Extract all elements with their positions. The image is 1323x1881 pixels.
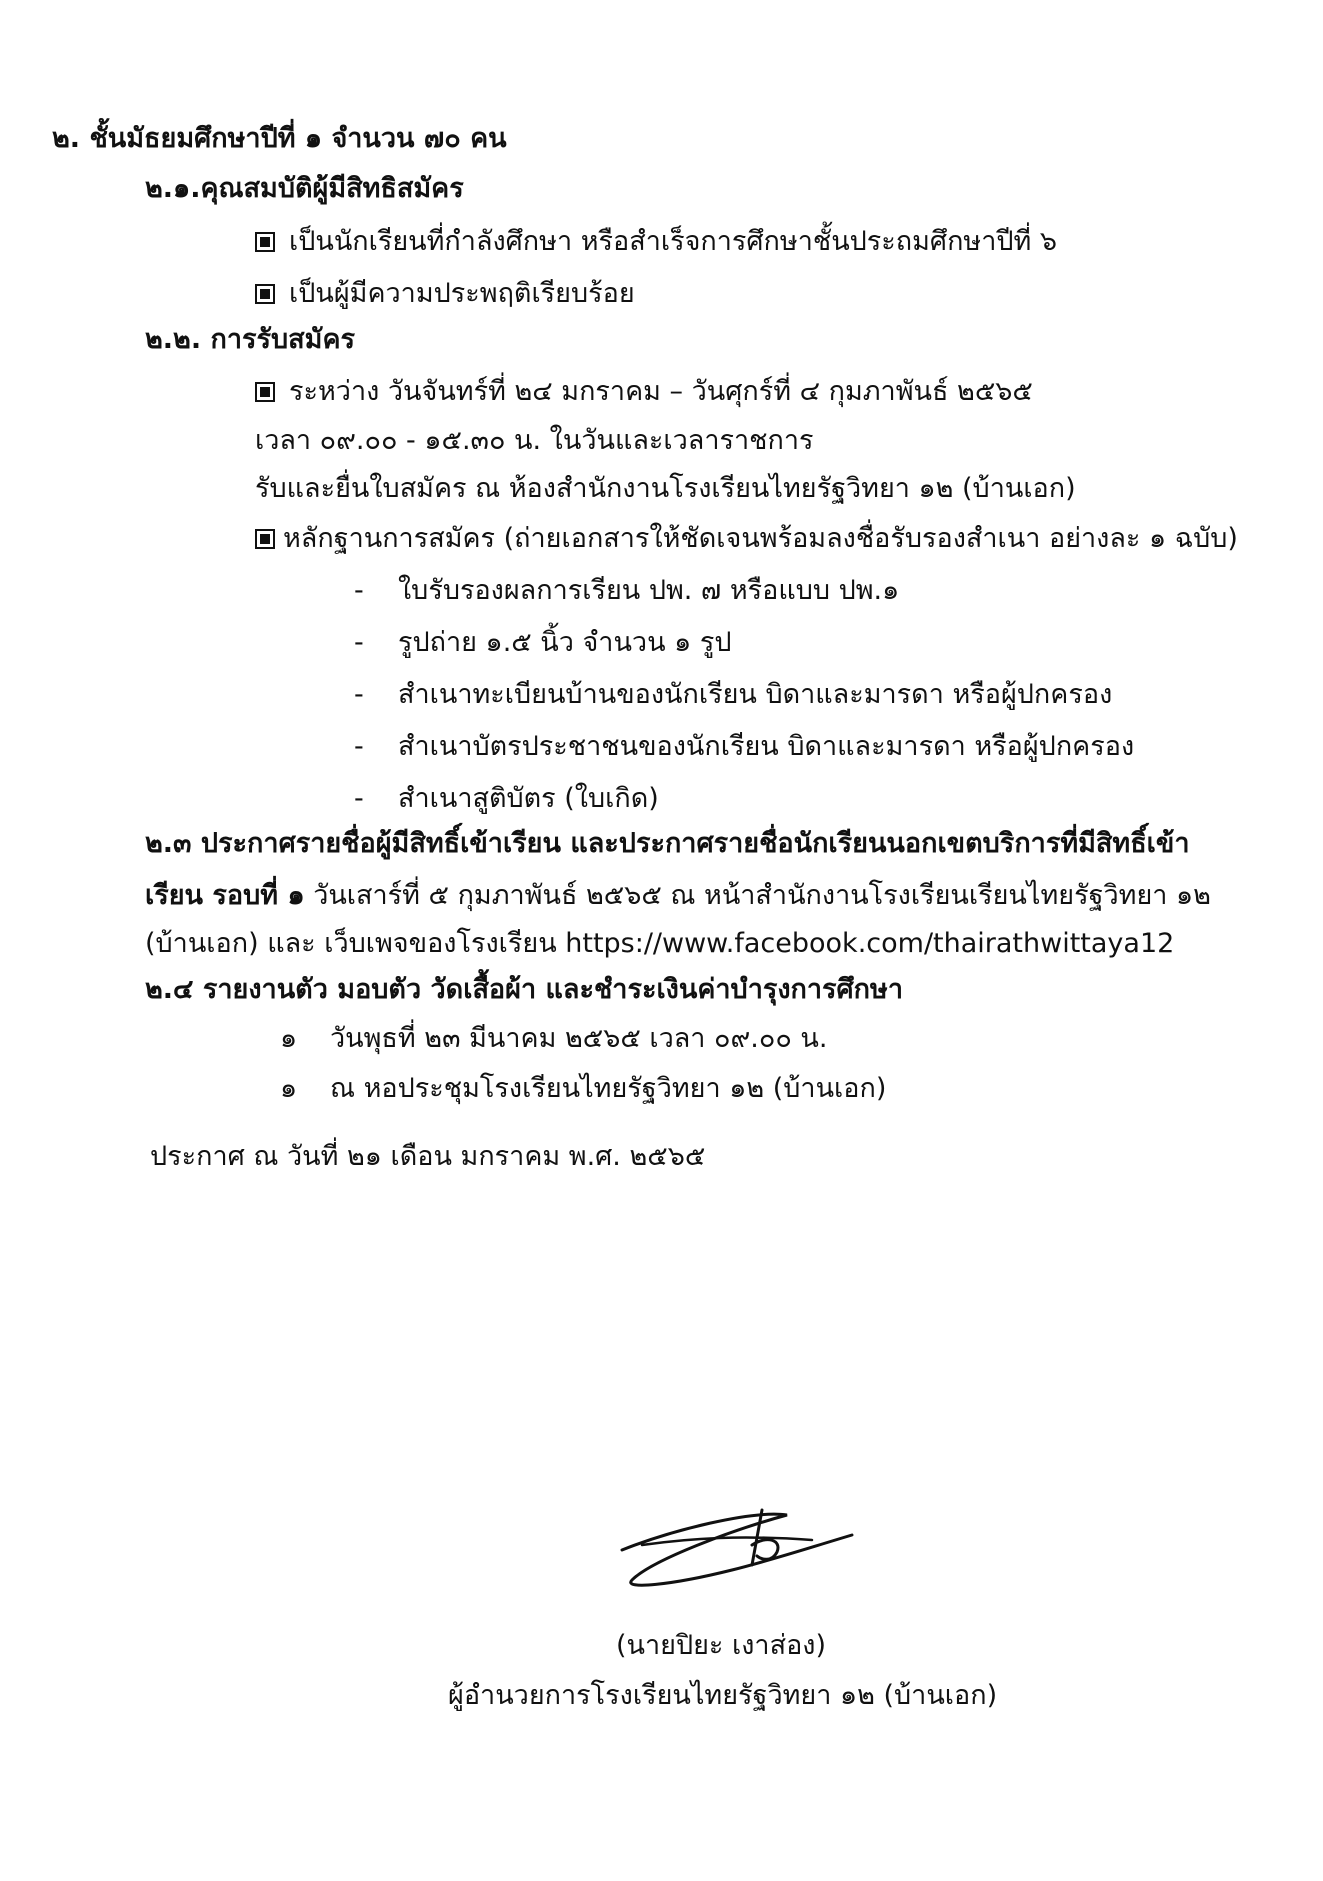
section-2-3-line-3: (บ้านเอก) และ เว็บเพจของโรงเรียน https://www.facebook.com/thairathwittaya12 [145, 928, 1175, 959]
checkbox-icon [255, 529, 275, 549]
document-item: - รูปถ่าย ๑.๕ นิ้ว จำนวน ๑ รูป [354, 627, 732, 658]
document-item: - ใบรับรองผลการเรียน ปพ. ๗ หรือแบบ ปพ.๑ [354, 575, 900, 606]
section-2-heading: ๒. ชั้นมัธยมศึกษาปีที่ ๑ จำนวน ๗๐ คน [52, 123, 507, 154]
section-2-2-heading: ๒.๒. การรับสมัคร [145, 324, 356, 355]
evidence-heading: หลักฐานการสมัคร (ถ่ายเอกสารให้ชัดเจนพร้อมลงชื่อรับรองสำเนา อย่างละ ๑ ฉบับ) [255, 525, 1238, 552]
application-place: รับและยื่นใบสมัคร ณ ห้องสำนักงานโรงเรียนไทยรัฐวิทยา ๑๒ (บ้านเอก) [255, 473, 1076, 504]
section-2-3-line-1: ๒.๓ ประกาศรายชื่อผู้มีสิทธิ์เข้าเรียน และประกาศรายชื่อนักเรียนนอกเขตบริการที่มีสิทธิ์เข้า [145, 828, 1190, 859]
section-2-1-heading: ๒.๑.คุณสมบัติผู้มีสิทธิสมัคร [145, 173, 464, 204]
announcement-date: ประกาศ ณ วันที่ ๒๑ เดือน มกราคม พ.ศ. ๒๕๖๕ [150, 1141, 706, 1172]
qualification-item: เป็นนักเรียนที่กำลังศึกษา หรือสำเร็จการศึกษาชั้นประถมศึกษาปีที่ ๖ [255, 228, 1057, 255]
section-2-4-heading: ๒.๔ รายงานตัว มอบตัว วัดเสื้อผ้า และชำระเงินค่าบำรุงการศึกษา [145, 974, 903, 1005]
signature-image [612, 1490, 862, 1600]
section-2-3-line-2: เรียน รอบที่ ๑ วันเสาร์ที่ ๕ กุมภาพันธ์ ๒๕๖๕ ณ หน้าสำนักงานโรงเรียนเรียนไทยรัฐวิทยา ๑๒ [145, 880, 1211, 911]
application-time: เวลา ๐๙.๐๐ - ๑๕.๓๐ น. ในวันและเวลาราชการ [255, 425, 814, 456]
document-item: - สำเนาบัตรประชาชนของนักเรียน บิดาและมารดา หรือผู้ปกครอง [354, 731, 1135, 762]
report-item: ๑ วันพุธที่ ๒๓ มีนาคม ๒๕๖๕ เวลา ๐๙.๐๐ น. [280, 1023, 828, 1054]
checkbox-icon [255, 232, 275, 252]
signatory-name: (นายปิยะ เงาส่อง) [616, 1630, 827, 1661]
qualification-item: เป็นผู้มีความประพฤติเรียบร้อย [255, 280, 635, 307]
report-item: ๑ ณ หอประชุมโรงเรียนไทยรัฐวิทยา ๑๒ (บ้านเอก) [280, 1073, 887, 1104]
document-item: - สำเนาทะเบียนบ้านของนักเรียน บิดาและมารดา หรือผู้ปกครอง [354, 679, 1113, 710]
signatory-position: ผู้อำนวยการโรงเรียนไทยรัฐวิทยา ๑๒ (บ้านเอก) [448, 1680, 998, 1711]
checkbox-icon [255, 284, 275, 304]
checkbox-icon [255, 382, 275, 402]
application-period: ระหว่าง วันจันทร์ที่ ๒๔ มกราคม – วันศุกร์ที่ ๔ กุมภาพันธ์ ๒๕๖๕ [255, 378, 1033, 405]
document-item: - สำเนาสูติบัตร (ใบเกิด) [354, 783, 659, 814]
